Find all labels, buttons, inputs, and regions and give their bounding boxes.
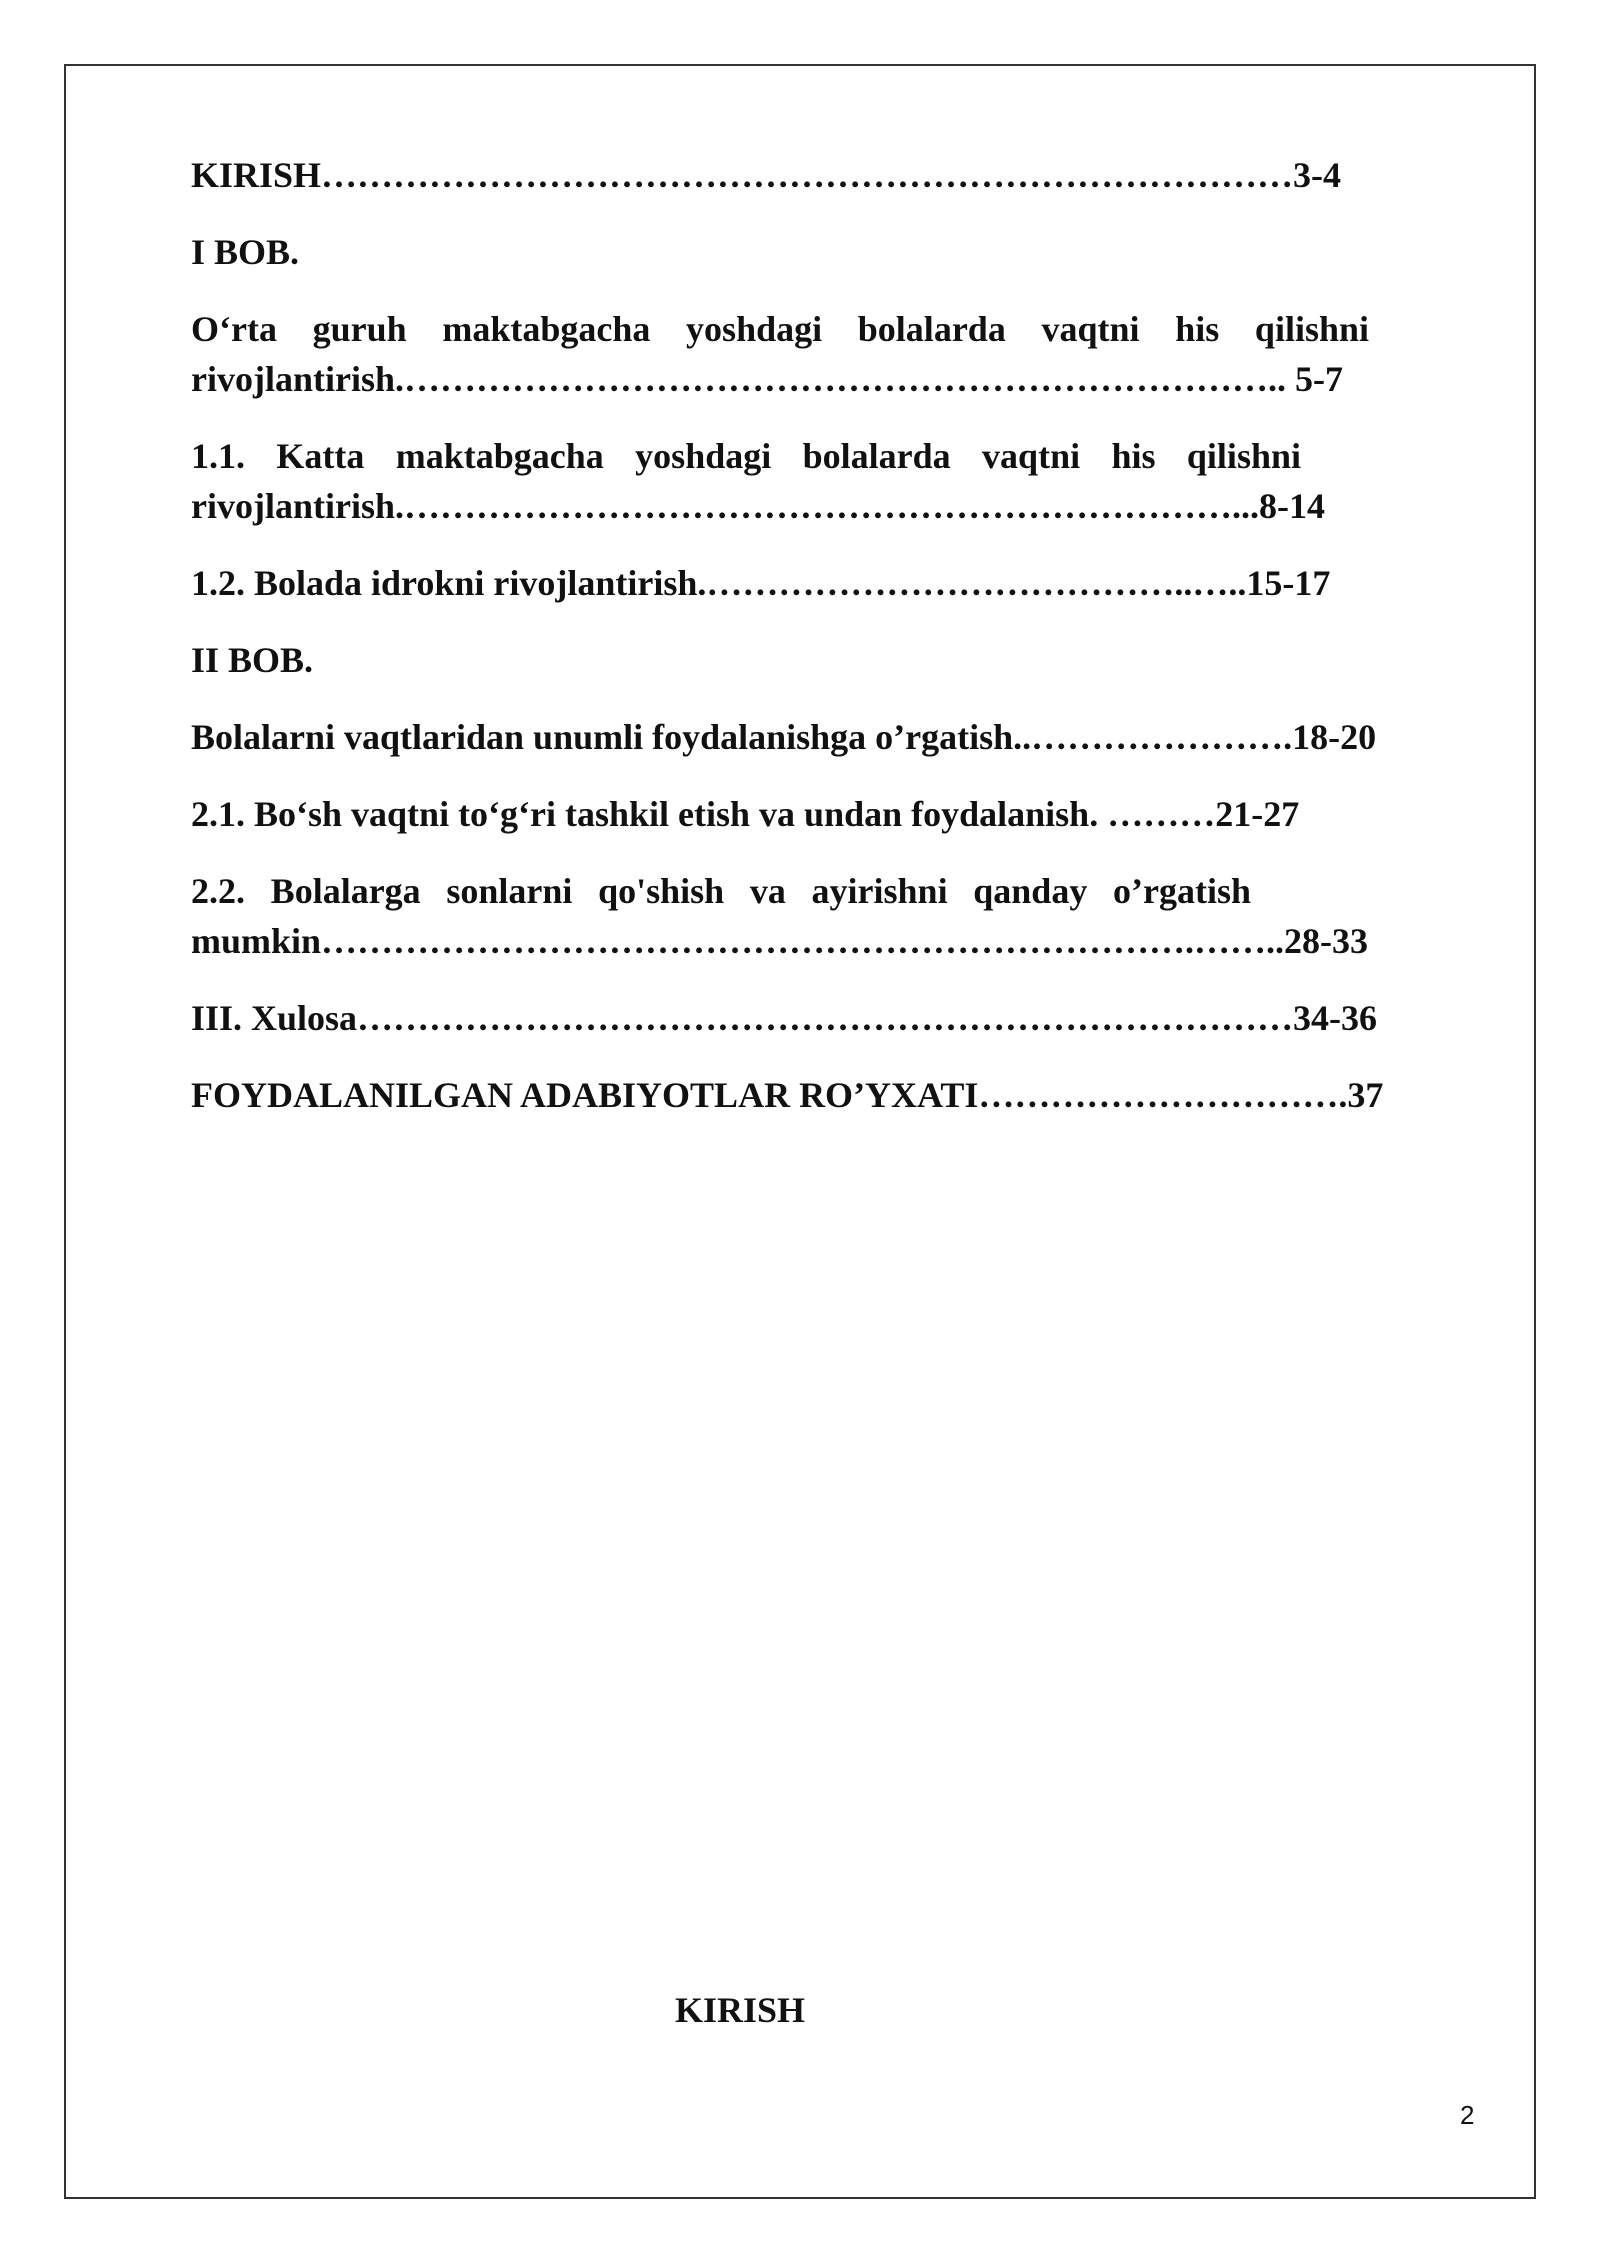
- toc-section-1-2: 1.2. Bolada idrokni rivojlantirish.…………………………………..…..15-17: [191, 563, 1331, 603]
- toc-bob1-title-line1: O‘rta guruh maktabgacha yoshdagi bolalarda vaqtni his qilishni: [191, 309, 1369, 349]
- toc-bob1-heading: I BOB.: [191, 232, 300, 272]
- toc-section-1-1-line2: rivojlantirish.……………………………………………………………...8-14: [191, 486, 1325, 526]
- toc-bob1-title-line2: rivojlantirish.……………………………………………………………….. 5-7: [191, 359, 1343, 399]
- toc-section-2-1: 2.1. Bo‘sh vaqtni to‘g‘ri tashkil etish va undan foydalanish. ………21-27: [191, 794, 1300, 834]
- section-heading-kirish: KIRISH: [674, 1990, 806, 2030]
- toc-section-2-2-line1: 2.2. Bolalarga sonlarni qo'shish va ayirishni qanday o’rgatish: [191, 871, 1251, 911]
- toc-section-2-2-line2: mumkin……………………………………………………………….……..28-33: [191, 921, 1369, 961]
- page-number: 2: [1460, 2100, 1475, 2130]
- toc-section-1-1-line1: 1.1. Katta maktabgacha yoshdagi bolalarda vaqtni his qilishni: [191, 436, 1301, 476]
- toc-bob2-heading: II BOB.: [191, 640, 314, 680]
- toc-bob2-title: Bolalarni vaqtlaridan unumli foydalanishga o’rgatish..………………….18-20: [191, 717, 1377, 757]
- toc-adabiyotlar: FOYDALANILGAN ADABIYOTLAR RO’YXATI………………………….37: [191, 1075, 1384, 1115]
- toc-kirish: KIRISH………………………………………………………………………3-4: [191, 155, 1342, 195]
- toc-xulosa: III. Xulosa……………………………………………………………………34-36: [191, 998, 1378, 1038]
